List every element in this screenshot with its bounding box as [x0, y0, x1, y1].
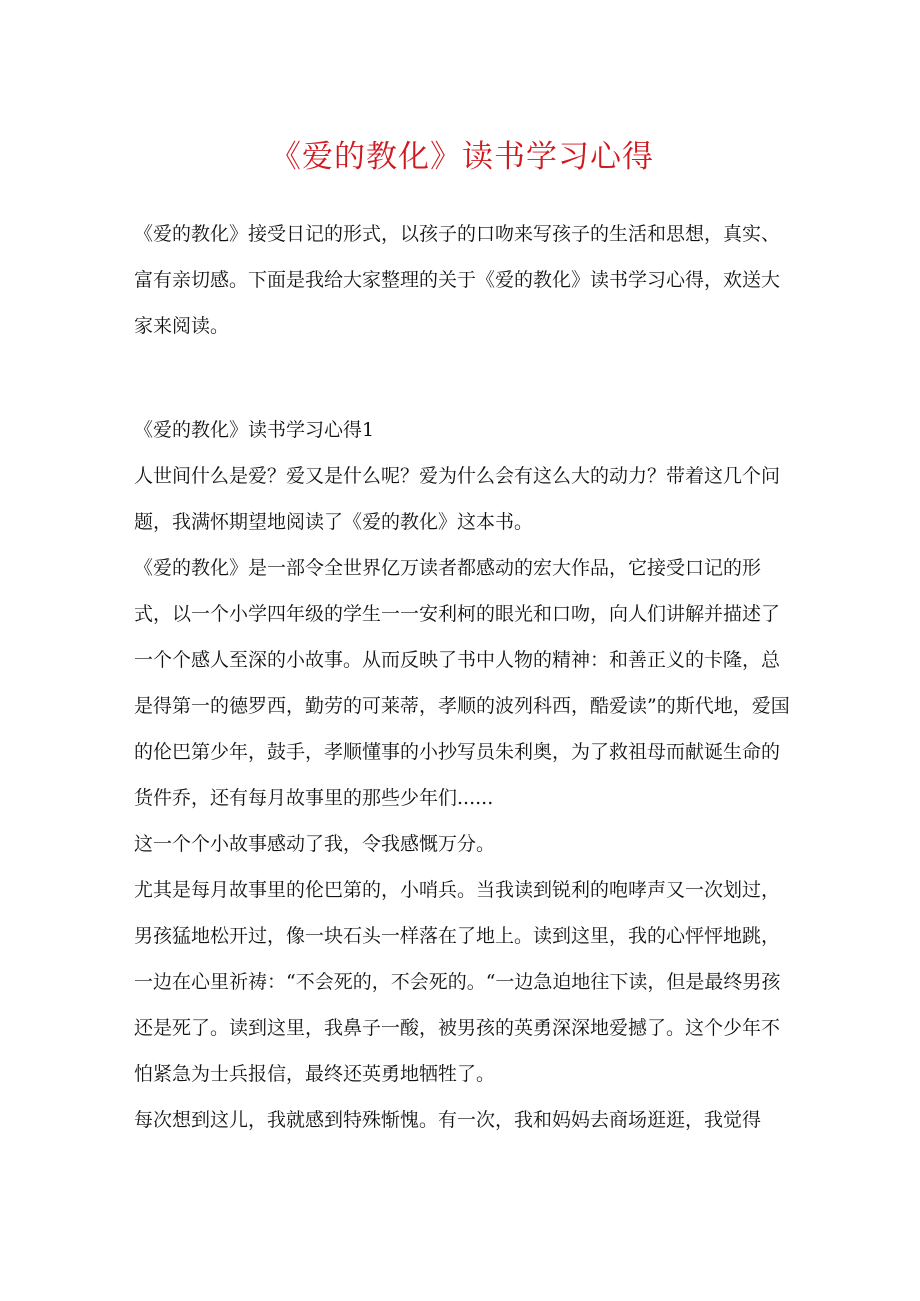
section-heading: 《爱的教化》读书学习心得1 — [134, 419, 375, 441]
body-paragraph-4: 尤其是每月故事里的伦巴第的，小哨兵。当我读到锐利的咆哮声又一次划过，男孩猛地松开过，像一块石头一样落在了地上。读到这里，我的心怦怦地跳，一边在心里祈祷：“不会死的，不会死的。“一边急迫地往下读，但是最终男孩还是死了。读到这里，我鼻子一酸，被男孩的英勇深深地爱撼了。这个少年不怕紧急为士兵报信，最终还英勇地牺牲了。 — [134, 879, 781, 1085]
body-paragraph-2: 《爱的教化》是一部令全世界亿万读者都感动的宏大作品，它接受口记的形式，以一个小学四年级的学生一一安利柯的眼光和口吻，向人们讲解并描述了一个个感人至深的小故事。从而反映了书中人物的精神：和善正义的卡隆，总是得第一的德罗西，勤劳的可莱蒂，孝顺的波列科西，酷爱读”的斯代地，爱国的伦巴第少年，鼓手，孝顺懂事的小抄写员朱利奥，为了救祖母而献诞生命的货件乔，还有每月故事里的那些少年们...... — [134, 557, 790, 809]
body-paragraph-1: 人世间什么是爱？爱又是什么呢？爱为什么会有这么大的动力？带着这几个问题，我满怀期望地阅读了《爱的教化》这本书。 — [134, 465, 781, 533]
intro-paragraph: 《爱的教化》接受日记的形式，以孩子的口吻来写孩子的生活和思想，真实、富有亲切感。下面是我给大家整理的关于《爱的教化》读书学习心得，欢送大家来阅读。 — [134, 223, 781, 337]
document-title: 《爱的教化》读书学习心得 — [270, 139, 654, 175]
body-paragraph-3: 这一个个小故事感动了我，令我感慨万分。 — [134, 833, 496, 855]
body-paragraph-5: 每次想到这儿，我就感到特殊惭愧。有一次，我和妈妈去商场逛逛，我觉得 — [134, 1109, 762, 1131]
